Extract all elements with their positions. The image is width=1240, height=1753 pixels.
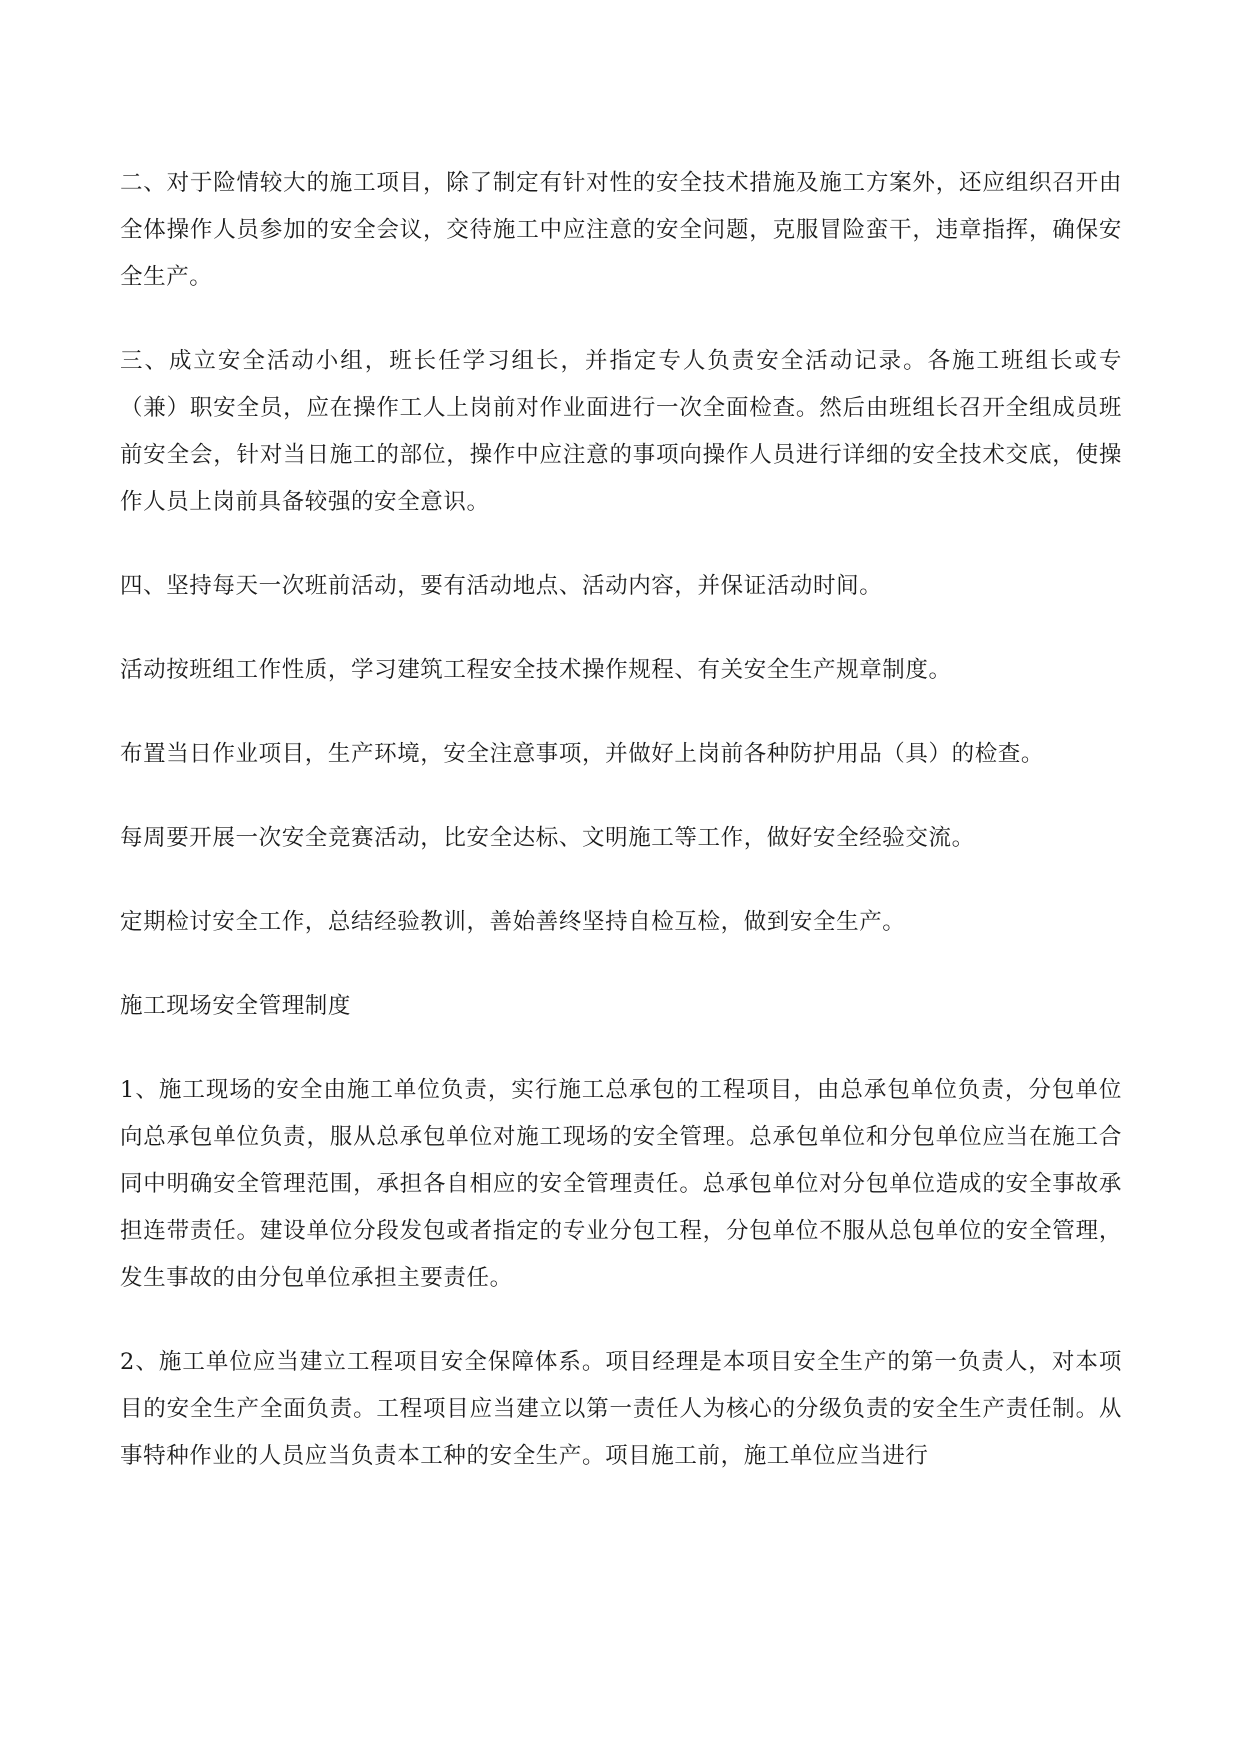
paragraph-activity-study: 活动按班组工作性质，学习建筑工程安全技术操作规程、有关安全生产规章制度。 — [120, 657, 952, 683]
paragraph-3-safety-activity-group: 三、成立安全活动小组，班长任学习组长，并指定专人负责安全活动记录。各施工班组长或专（兼）职安全员，应在操作工人上岗前对作业面进行一次全面检查。然后由班组长召开全组成员班前安全会，针对当日施工的部位，操作中应注意的事项向操作人员进行详细的安全技术交底，使操作人员上岗前具备较强的安全意识。 — [120, 348, 1122, 515]
paragraph-periodic-review: 定期检讨安全工作，总结经验教训，善始善终坚持自检互检，做到安全生产。 — [120, 909, 906, 935]
section-heading-site-safety-management: 施工现场安全管理制度 — [120, 993, 352, 1019]
paragraph-2-safety-assurance-system: 2、施工单位应当建立工程项目安全保障体系。项目经理是本项目安全生产的第一负责人，对本项目的安全生产全面负责。工程项目应当建立以第一责任人为核心的分级负责的安全生产责任制。从事特种作业的人员应当负责本工种的安全生产。项目施工前，施工单位应当进行 — [120, 1349, 1122, 1469]
paragraph-weekly-competition: 每周要开展一次安全竞赛活动，比安全达标、文明施工等工作，做好安全经验交流。 — [120, 825, 975, 851]
paragraph-daily-arrangement: 布置当日作业项目，生产环境，安全注意事项，并做好上岗前各种防护用品（具）的检查。 — [120, 741, 1045, 767]
paragraph-4-daily-pre-shift-activity: 四、坚持每天一次班前活动，要有活动地点、活动内容，并保证活动时间。 — [120, 573, 883, 599]
document-body — [120, 160, 1122, 1517]
paragraph-1-site-safety-responsibility: 1、施工现场的安全由施工单位负责，实行施工总承包的工程项目，由总承包单位负责，分包单位向总承包单位负责，服从总承包单位对施工现场的安全管理。总承包单位和分包单位应当在施工合同中明确安全管理范围，承担各自相应的安全管理责任。总承包单位对分包单位造成的安全事故承担连带责任。建设单位分段发包或者指定的专业分包工程，分包单位不服从总包单位的安全管理，发生事故的由分包单位承担主要责任。 — [120, 1077, 1122, 1291]
paragraph-2-major-risk-projects: 二、对于险情较大的施工项目，除了制定有针对性的安全技术措施及施工方案外，还应组织召开由全体操作人员参加的安全会议，交待施工中应注意的安全问题，克服冒险蛮干，违章指挥，确保安全生产。 — [120, 170, 1122, 290]
